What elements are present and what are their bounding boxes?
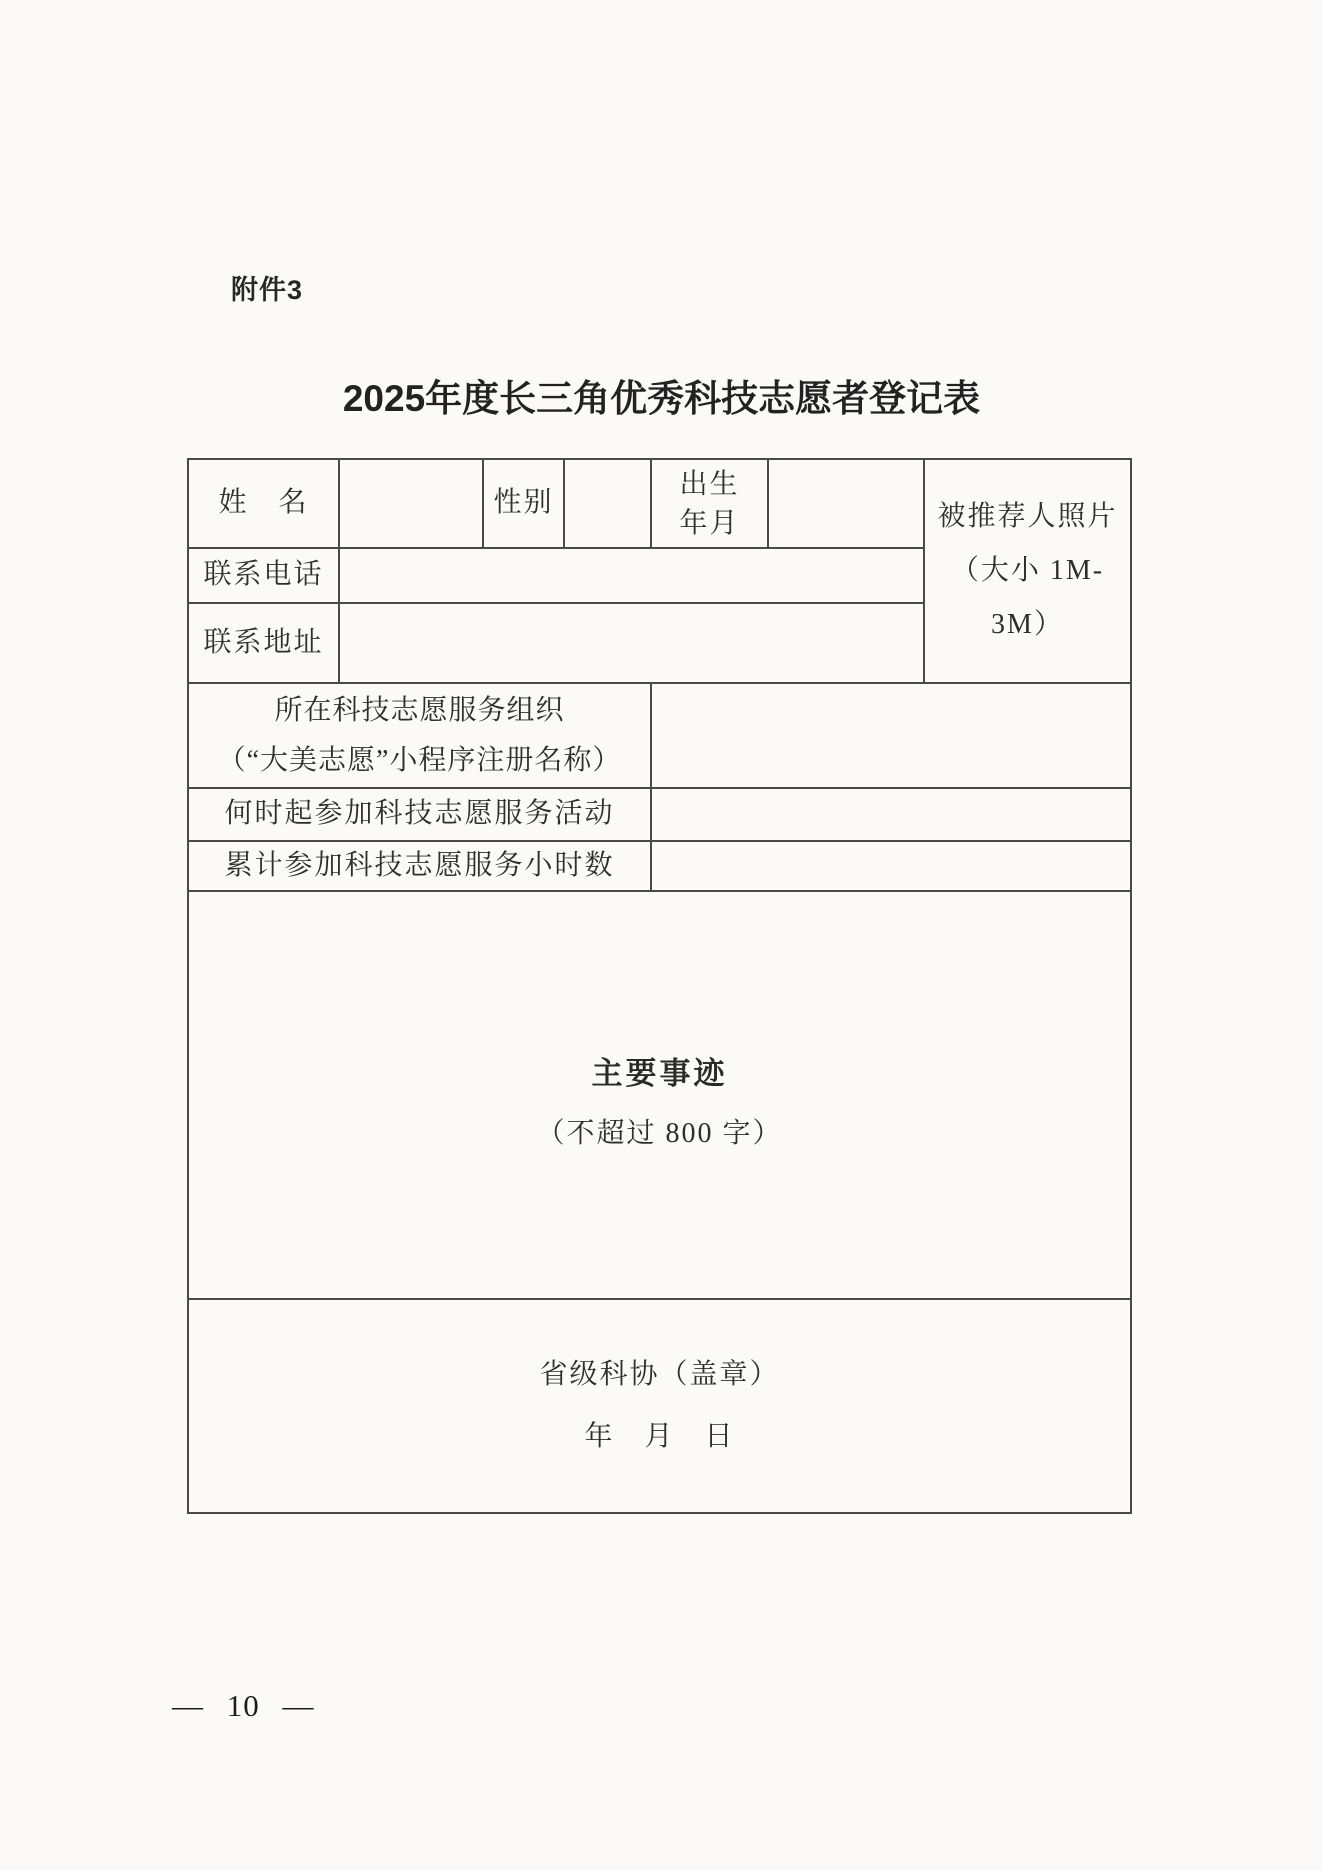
birth-label-line1: 出生 — [679, 468, 740, 500]
row-since — [188, 788, 1131, 841]
row-signature — [188, 1299, 1131, 1513]
since-value-cell — [651, 788, 1131, 841]
attachment-label: 附件3 — [231, 275, 304, 305]
birth-date-label — [651, 459, 768, 548]
signature-cell — [188, 1299, 1131, 1513]
name-value-cell — [339, 459, 483, 548]
row-organization — [188, 683, 1131, 788]
photo-cell — [924, 459, 1131, 683]
birth-label-line2: 年月 — [679, 507, 740, 539]
row-deeds — [188, 891, 1131, 1299]
page-number: — 10 — — [172, 1688, 315, 1723]
organization-value-cell — [651, 683, 1131, 788]
organization-label-line2: （“大美志愿”小程序注册名称） — [217, 744, 622, 776]
gender-label: 性别 — [483, 459, 564, 548]
row-hours — [188, 841, 1131, 891]
name-label: 姓 名 — [188, 459, 339, 548]
photo-label-line1: 被推荐人照片 — [937, 501, 1118, 532]
organization-label — [188, 683, 651, 788]
main-deeds-cell — [188, 891, 1131, 1299]
gender-value-cell — [564, 459, 651, 548]
signature-block — [539, 1357, 779, 1456]
form-title: 2025年度长三角优秀科技志愿者登记表 — [342, 378, 981, 419]
phone-value-cell — [339, 548, 924, 603]
hours-value-cell — [651, 841, 1131, 891]
date-label: 年 月 日 — [584, 1421, 735, 1452]
photo-label-line2: （大小 1M-3M） — [950, 555, 1105, 640]
deeds-title: 主要事迹 — [591, 1055, 728, 1091]
birth-value-cell — [768, 459, 924, 548]
seal-label: 省级科协（盖章） — [539, 1358, 780, 1390]
address-value-cell — [339, 603, 924, 683]
deeds-hint: （不超过 800 字） — [536, 1117, 783, 1149]
phone-label: 联系电话 — [188, 548, 339, 603]
organization-label-line1: 所在科技志愿服务组织 — [274, 694, 565, 726]
since-label: 何时起参加科技志愿服务活动 — [188, 788, 651, 841]
registration-form-table — [187, 458, 1132, 1514]
hours-label: 累计参加科技志愿服务小时数 — [188, 841, 651, 891]
address-label: 联系地址 — [188, 603, 339, 683]
row-name-gender-birth — [188, 459, 1131, 548]
